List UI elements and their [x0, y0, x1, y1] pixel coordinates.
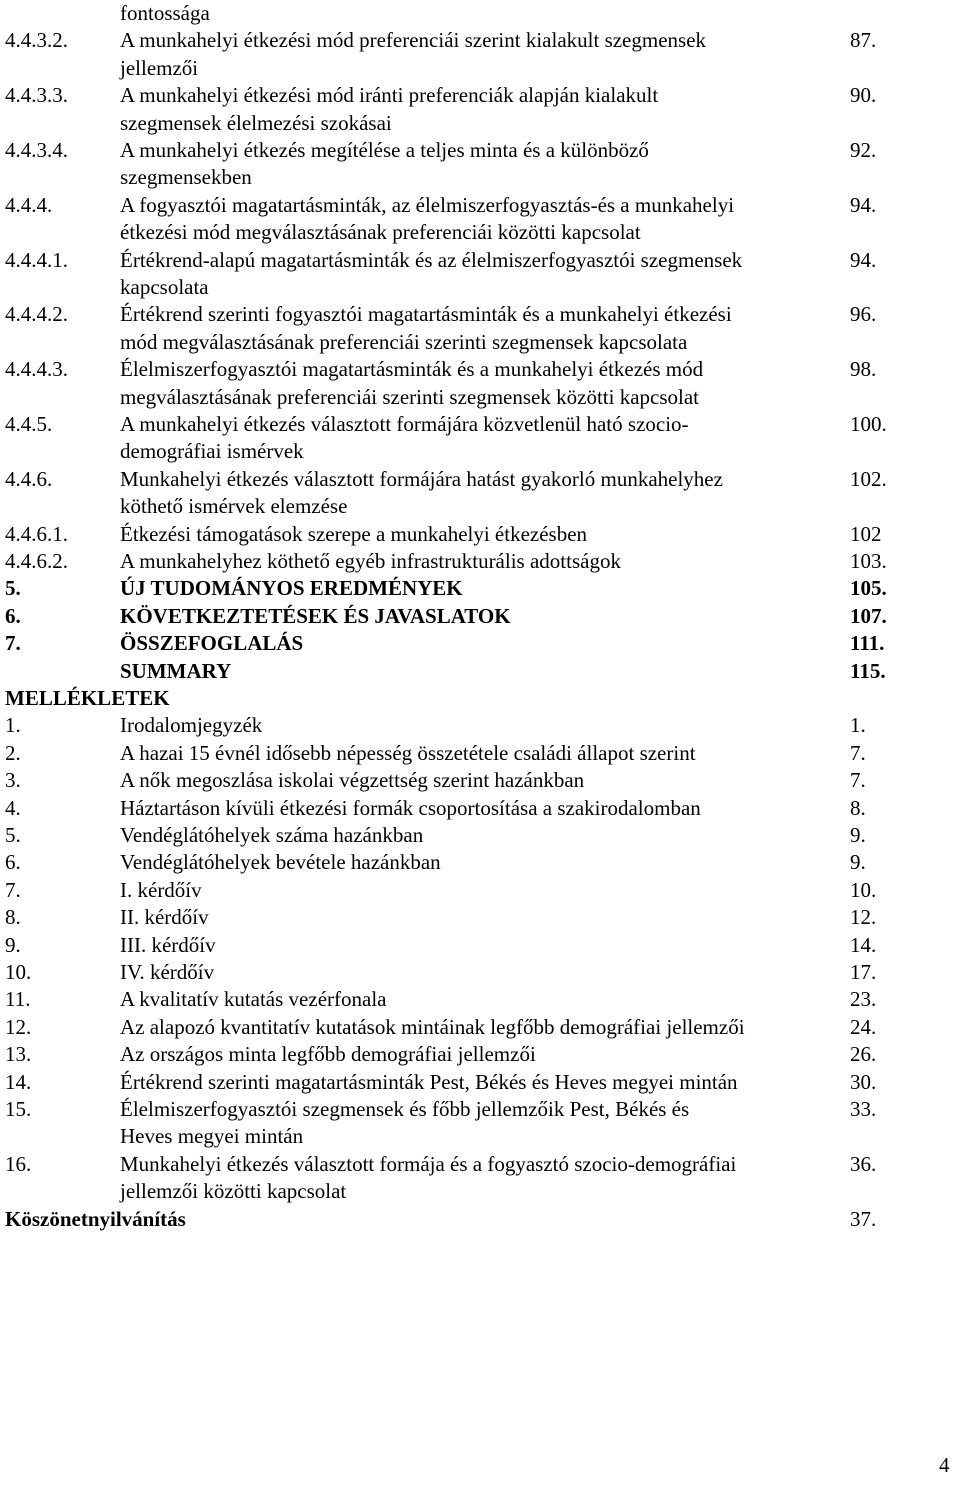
entry-title-line: köthető ismérvek elemzése [120, 494, 348, 519]
entry-title-line: ÚJ TUDOMÁNYOS EREDMÉNYEK [120, 576, 463, 601]
entry-title-line: demográfiai ismérvek [120, 439, 304, 464]
entry-page-number: 14. [850, 932, 877, 957]
entry-title-line: szegmensekben [120, 165, 252, 190]
entry-title [120, 521, 832, 548]
entry-number: 1. [5, 713, 21, 738]
entry-title-line: A hazai 15 évnél idősebb népesség összetétele családi állapot szerint [120, 740, 696, 765]
entry-title-line: SUMMARY [120, 658, 232, 683]
entry-number: 4.4.4.1. [5, 247, 68, 272]
entry-title [120, 740, 832, 767]
entry-number: 16. [5, 1151, 32, 1176]
entry-title-line: A nők megoszlása iskolai végzettség szerint hazánkban [120, 768, 585, 793]
appendix-entry [0, 1096, 960, 1151]
toc-entry [0, 247, 960, 302]
entry-page-number: 10. [850, 877, 877, 902]
entry-page-number: 30. [850, 1069, 877, 1094]
entry-title [120, 466, 832, 521]
entry-title [120, 575, 832, 602]
toc-entry [0, 356, 960, 411]
entry-title [120, 959, 832, 986]
entry-page-number: 26. [850, 1042, 877, 1067]
entry-number: 2. [5, 740, 21, 765]
acknowledgements-label: Köszönetnyilvánítás [5, 1206, 186, 1231]
entry-number: 11. [5, 987, 31, 1012]
entry-title [120, 192, 832, 247]
entry-number: 5. [5, 576, 21, 601]
toc-entry [0, 0, 960, 27]
entry-title-line: Értékrend-alapú magatartásminták és az élelmiszerfogyasztói szegmensek [120, 247, 743, 272]
entry-title [120, 411, 832, 466]
entry-number: 14. [5, 1069, 32, 1094]
entry-page-number: 8. [850, 795, 866, 820]
entry-title-line: ÖSSZEFOGLALÁS [120, 631, 304, 656]
entry-title [120, 356, 832, 411]
appendix-entry [0, 1069, 960, 1096]
entry-title-line: megválasztásának preferenciái szerinti szegmensek közötti kapcsolat [120, 384, 699, 409]
entry-title-line: IV. kérdőív [120, 960, 215, 984]
entry-number: 4.4.6.2. [5, 549, 68, 573]
entry-title-line: Heves megyei mintán [120, 1124, 304, 1149]
entry-page-number: 7. [850, 768, 866, 793]
entry-title-line: Élelmiszerfogyasztói magatartásminták és a munkahelyi étkezés mód [120, 357, 704, 382]
entry-title-line: I. kérdőív [120, 877, 202, 902]
entry-title-line: Irodalomjegyzék [120, 713, 263, 738]
entry-page-number: 17. [850, 960, 877, 984]
entry-title [120, 986, 832, 1013]
entry-title-line: A munkahelyi étkezési mód preferenciái szerint kialakult szegmensek [120, 28, 707, 53]
entry-title-line: Értékrend szerinti magatartásminták Pest, Békés és Heves megyei mintán [120, 1069, 738, 1094]
entry-number: 4. [5, 795, 21, 820]
entry-title-line: fontossága [120, 1, 210, 25]
entry-title [120, 27, 832, 82]
entry-title [120, 137, 832, 192]
entry-page-number: 36. [850, 1151, 877, 1176]
appendix-entry [0, 822, 960, 849]
appendix-entry [0, 795, 960, 822]
entry-title-line: Az alapozó kvantitatív kutatások mintáinak legfőbb demográfiai jellemzői [120, 1014, 745, 1039]
entry-title-line: Étkezési támogatások szerepe a munkahelyi étkezésben [120, 521, 588, 546]
entry-number: 6. [5, 603, 21, 628]
entry-title-line: Vendéglátóhelyek száma hazánkban [120, 823, 424, 847]
page-number: 4 [939, 1453, 950, 1477]
toc-entry [0, 82, 960, 137]
entry-title [120, 1014, 832, 1041]
entry-title-line: A kvalitatív kutatás vezérfonala [120, 987, 387, 1012]
entry-title-line: étkezési mód megválasztásának preferenciái közötti kapcsolat [120, 220, 641, 245]
toc-entry [0, 521, 960, 548]
entry-title [120, 247, 832, 302]
appendix-entry [0, 904, 960, 931]
entry-title-line: Munkahelyi étkezés választott formája és a fogyasztó szocio-demográfiai [120, 1151, 737, 1176]
entry-page-number: 12. [850, 905, 877, 930]
toc-entry [0, 575, 960, 602]
entry-page-number: 94. [850, 247, 877, 272]
entry-page-number: 87. [850, 28, 877, 53]
toc-entry [0, 548, 960, 575]
toc-entry [0, 301, 960, 356]
entry-title [120, 1069, 832, 1096]
appendix-entry [0, 767, 960, 794]
entry-page-number: 100. [850, 412, 887, 436]
entry-page-number: 24. [850, 1014, 877, 1039]
appendix-entry [0, 1041, 960, 1068]
entry-title-line: Értékrend szerinti fogyasztói magatartásminták és a munkahelyi étkezési [120, 302, 732, 327]
entry-title [120, 1041, 832, 1068]
entry-page-number: 105. [850, 576, 887, 601]
entry-number: 4.4.4.3. [5, 357, 68, 382]
entry-page-number: 90. [850, 83, 877, 108]
entry-number: 4.4.3.3. [5, 83, 68, 108]
entry-title-line: Élelmiszerfogyasztói szegmensek és főbb jellemzőik Pest, Békés és [120, 1097, 690, 1121]
toc-entry [0, 658, 960, 685]
entry-number: 10. [5, 960, 32, 984]
entry-title-line: A munkahelyi étkezési mód iránti preferenciák alapján kialakult [120, 83, 659, 108]
entry-number: 6. [5, 850, 21, 875]
entry-page-number: 92. [850, 138, 877, 162]
appendix-entry [0, 877, 960, 904]
entry-title [120, 822, 832, 849]
appendix-entry [0, 740, 960, 767]
entry-page-number: 94. [850, 192, 877, 217]
entry-title-line: Munkahelyi étkezés választott formájára hatást gyakorló munkahelyhez [120, 466, 723, 491]
toc-entry [0, 27, 960, 82]
entry-number: 3. [5, 768, 21, 793]
entry-page-number: 111. [850, 631, 885, 656]
entry-page-number: 33. [850, 1097, 877, 1121]
entry-title-line: szegmensek élelmezési szokásai [120, 110, 392, 135]
appendix-entry [0, 932, 960, 959]
entry-title-line: II. kérdőív [120, 905, 209, 930]
toc-entry [0, 411, 960, 466]
entry-title [120, 767, 832, 794]
entry-title [120, 548, 832, 575]
entry-title [120, 658, 832, 685]
entry-number: 4.4.4. [5, 192, 53, 217]
entry-title [120, 849, 832, 876]
entry-title-line: KÖVETKEZTETÉSEK ÉS JAVASLATOK [120, 603, 511, 628]
entry-title-line: Az országos minta legfőbb demográfiai jellemzői [120, 1042, 536, 1067]
entry-page-number: 107. [850, 603, 887, 628]
entry-number: 4.4.3.2. [5, 28, 68, 53]
entry-number: 4.4.3.4. [5, 138, 68, 162]
entry-number: 4.4.4.2. [5, 302, 68, 327]
entry-title [120, 712, 832, 739]
entry-number: 7. [5, 631, 21, 656]
appendix-entry [0, 1014, 960, 1041]
entry-page-number: 1. [850, 713, 866, 738]
entry-title-line: A munkahelyi étkezés megítélése a teljes minta és a különböző [120, 138, 649, 162]
entry-title-line: jellemzői közötti kapcsolat [120, 1179, 347, 1204]
entry-page-number: 103. [850, 549, 887, 573]
entry-page-number: 9. [850, 823, 866, 847]
appendix-entry [0, 712, 960, 739]
entry-number: 4.4.5. [5, 412, 53, 436]
entry-title [120, 0, 832, 27]
entry-page-number: 102. [850, 466, 887, 491]
entry-number: 7. [5, 877, 21, 902]
entry-title [120, 82, 832, 137]
entry-number: 4.4.6. [5, 466, 53, 491]
entry-number: 15. [5, 1097, 32, 1121]
entry-title [120, 630, 832, 657]
toc-entry [0, 137, 960, 192]
entry-page-number: 102 [850, 521, 882, 546]
entry-page-number: 9. [850, 850, 866, 875]
entry-title [120, 877, 832, 904]
entry-page-number: 96. [850, 302, 877, 327]
entry-title-line: Háztartáson kívüli étkezési formák csoportosítása a szakirodalomban [120, 795, 701, 820]
toc-entry [0, 466, 960, 521]
entry-title [120, 904, 832, 931]
entry-page-number: 98. [850, 357, 877, 382]
acknowledgements-page-number: 37. [850, 1206, 877, 1231]
entry-number: 12. [5, 1014, 32, 1039]
entry-title [120, 603, 832, 630]
entry-title-line: mód megválasztásának preferenciái szerinti szegmensek kapcsolata [120, 329, 688, 354]
entry-page-number: 7. [850, 740, 866, 765]
entry-title [120, 932, 832, 959]
entry-title-line: kapcsolata [120, 275, 209, 299]
entry-title [120, 1096, 832, 1151]
entry-number: 8. [5, 905, 21, 930]
toc-entry [0, 603, 960, 630]
entry-page-number: 23. [850, 987, 877, 1012]
entry-title-line: jellemzői [120, 55, 199, 80]
entry-title [120, 795, 832, 822]
entry-title [120, 301, 832, 356]
appendix-entry [0, 1151, 960, 1206]
appendix-entry [0, 959, 960, 986]
entry-page-number: 115. [850, 658, 886, 683]
entry-number: 5. [5, 823, 21, 847]
entry-title [120, 1151, 832, 1206]
entry-title-line: A munkahelyhez köthető egyéb infrastrukturális adottságok [120, 549, 621, 573]
entry-title-line: A fogyasztói magatartásminták, az élelmiszerfogyasztás-és a munkahelyi [120, 192, 735, 217]
appendix-entry [0, 849, 960, 876]
toc-entry [0, 192, 960, 247]
entry-title-line: Vendéglátóhelyek bevétele hazánkban [120, 850, 441, 875]
appendix-heading: MELLÉKLETEK [5, 686, 170, 710]
entry-number: 13. [5, 1042, 32, 1067]
entry-number: 9. [5, 932, 21, 957]
toc-entry [0, 630, 960, 657]
entry-number: 4.4.6.1. [5, 521, 68, 546]
entry-title-line: III. kérdőív [120, 932, 216, 957]
appendix-entry [0, 986, 960, 1013]
entry-title-line: A munkahelyi étkezés választott formájára közvetlenül ható szocio- [120, 412, 689, 436]
